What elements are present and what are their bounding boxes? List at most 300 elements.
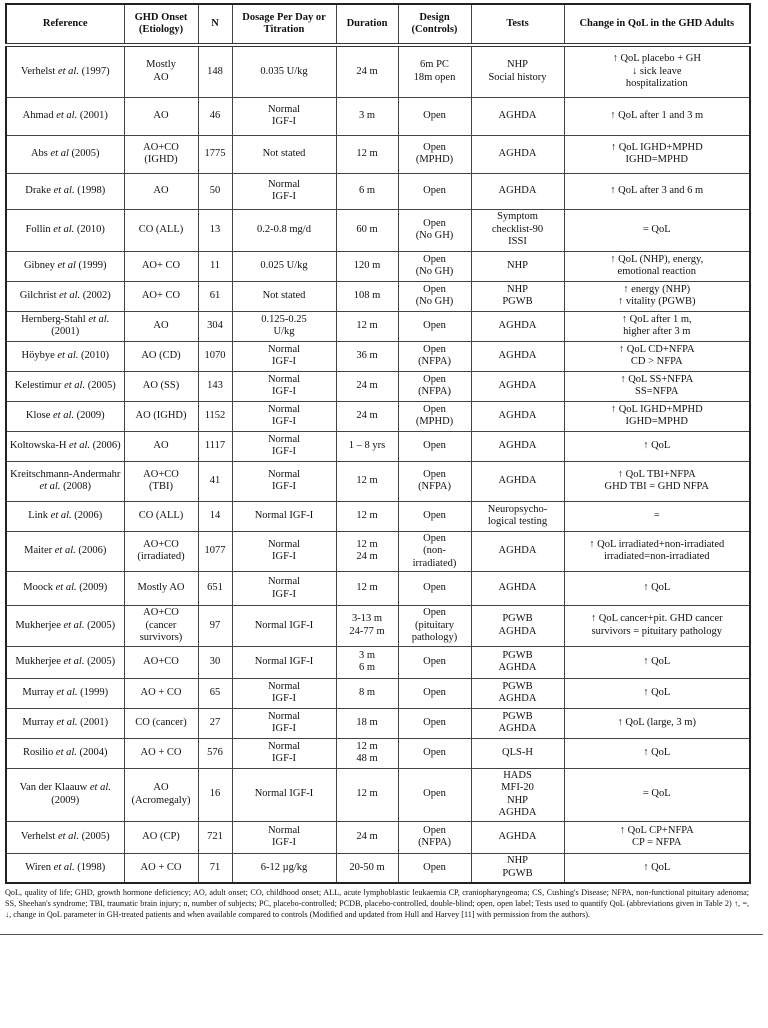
cell-tests: AGHDA [471, 341, 564, 371]
reference-pre: Ahmad [22, 109, 57, 121]
reference-pre: Murray [22, 686, 57, 698]
cell-duration: 120 m [336, 251, 398, 281]
reference-pre: Murray [22, 716, 57, 728]
cell-n: 1070 [198, 341, 232, 371]
cell-change: ↑ energy (NHP) ↑ vitality (PGWB) [564, 281, 750, 311]
cell-dose: 0.2-0.8 mg/d [232, 209, 336, 251]
table-row [6, 646, 750, 678]
cell-tests: NHP PGWB [471, 281, 564, 311]
cell-reference [6, 531, 124, 572]
cell-change: ↑ QoL CP+NFPA CP = NFPA [564, 821, 750, 853]
cell-change: ↑ QoL [564, 431, 750, 461]
cell-reference [6, 646, 124, 678]
cell-tests: AGHDA [471, 821, 564, 853]
cell-reference [6, 45, 124, 97]
cell-dose: Normal IGF-I [232, 371, 336, 401]
cell-n: 46 [198, 97, 232, 135]
reference-it: et al. [55, 582, 77, 594]
table-row [6, 173, 750, 209]
cell-tests: NHP Social history [471, 45, 564, 97]
table-row [6, 281, 750, 311]
cell-reference [6, 251, 124, 281]
reference-pre: Kreitschmann-Andermahr [10, 468, 121, 480]
cell-dose: 0.125-0.25 U/kg [232, 311, 336, 341]
cell-design: Open (MPHD) [398, 135, 471, 173]
cell-change: ↑ QoL irradiated+non-irradiated irradiated=non-irradiated [564, 531, 750, 572]
cell-tests: PGWB AGHDA [471, 678, 564, 708]
cell-duration: 36 m [336, 341, 398, 371]
cell-tests: AGHDA [471, 572, 564, 606]
cell-reference [6, 768, 124, 821]
cell-n: 61 [198, 281, 232, 311]
table-row [6, 738, 750, 768]
reference-it: et al. [63, 619, 85, 631]
table-row [6, 678, 750, 708]
table-row [6, 501, 750, 531]
cell-tests: AGHDA [471, 135, 564, 173]
reference-pre: Koltowska-H [9, 439, 70, 451]
cell-design: Open [398, 678, 471, 708]
cell-dose: Normal IGF-I [232, 431, 336, 461]
cell-duration: 3 m [336, 97, 398, 135]
cell-onset: AO+CO [124, 646, 198, 678]
cell-n: 651 [198, 572, 232, 606]
cell-tests: AGHDA [471, 311, 564, 341]
column-header: Reference [6, 4, 124, 45]
cell-design: Open [398, 572, 471, 606]
cell-dose: Normal IGF-I [232, 501, 336, 531]
cell-design: Open (NFPA) [398, 821, 471, 853]
cell-onset: AO+ CO [124, 281, 198, 311]
reference-post: (2010) [78, 349, 109, 361]
cell-change: ↑ QoL CD+NFPA CD > NFPA [564, 341, 750, 371]
cell-duration: 12 m [336, 461, 398, 501]
reference-post: (2005) [84, 655, 116, 667]
cell-reference [6, 708, 124, 738]
cell-reference [6, 606, 124, 647]
cell-design: Open [398, 173, 471, 209]
reference-pre: Kelestimur [14, 379, 65, 391]
cell-onset: AO + CO [124, 853, 198, 883]
table-row [6, 135, 750, 173]
cell-n: 1117 [198, 431, 232, 461]
reference-it: et al. [54, 545, 76, 556]
reference-it: et al. [55, 746, 77, 758]
reference-post: (2006) [90, 439, 121, 451]
reference-post: (2001) [77, 716, 109, 728]
cell-onset: AO+CO (TBI) [124, 461, 198, 501]
cell-n: 304 [198, 311, 232, 341]
cell-tests: Neuropsycho- logical testing [471, 501, 564, 531]
table-row [6, 572, 750, 606]
reference-it: et al. [39, 481, 61, 492]
cell-reference [6, 401, 124, 431]
cell-reference [6, 431, 124, 461]
cell-dose: 6-12 µg/kg [232, 853, 336, 883]
cell-change: = QoL [564, 768, 750, 821]
table-row [6, 209, 750, 251]
reference-it: et al. [53, 409, 74, 421]
cell-change: ↑ QoL placebo + GH ↓ sick leave hospitalization [564, 45, 750, 97]
reference-pre: Gibney [23, 259, 58, 271]
cell-change: ↑ QoL IGHD+MPHD IGHD=MPHD [564, 135, 750, 173]
reference-it: et al. [88, 313, 110, 325]
table-row [6, 431, 750, 461]
reference-it: et al. [56, 109, 78, 121]
cell-n: 30 [198, 646, 232, 678]
reference-it: et al. [53, 184, 75, 196]
cell-dose: Normal IGF-I [232, 606, 336, 647]
cell-onset: AO (SS) [124, 371, 198, 401]
cell-n: 721 [198, 821, 232, 853]
cell-change: ↑ QoL cancer+pit. GHD cancer survivors = pituitary pathology [564, 606, 750, 647]
reference-pre: Gilchrist [19, 289, 60, 301]
reference-it: et al [57, 259, 76, 271]
cell-dose: Normal IGF-I [232, 401, 336, 431]
cell-onset: AO [124, 431, 198, 461]
cell-change: ↑ QoL [564, 678, 750, 708]
cell-reference [6, 501, 124, 531]
reference-post: (2001) [51, 326, 80, 337]
cell-design: Open [398, 431, 471, 461]
cell-reference [6, 173, 124, 209]
reference-it: et al. [53, 861, 75, 873]
table-row [6, 461, 750, 501]
qol-studies-table [5, 3, 751, 884]
cell-reference [6, 738, 124, 768]
cell-onset: AO (Acromegaly) [124, 768, 198, 821]
cell-duration: 108 m [336, 281, 398, 311]
table-header-row [6, 4, 750, 45]
cell-dose: Normal IGF-I [232, 646, 336, 678]
cell-design: Open (No GH) [398, 251, 471, 281]
page-divider [0, 934, 763, 935]
cell-n: 41 [198, 461, 232, 501]
cell-reference [6, 821, 124, 853]
cell-change: ↑ QoL IGHD+MPHD IGHD=MPHD [564, 401, 750, 431]
cell-change: ↑ QoL (NHP), energy, emotional reaction [564, 251, 750, 281]
cell-onset: AO (CP) [124, 821, 198, 853]
reference-pre: Rosilio [22, 746, 56, 758]
cell-change: ↑ QoL [564, 738, 750, 768]
column-header: Design (Controls) [398, 4, 471, 45]
cell-design: Open (No GH) [398, 209, 471, 251]
reference-post: (2010) [74, 223, 105, 235]
reference-pre: Verhelst [20, 65, 58, 77]
table-row [6, 708, 750, 738]
cell-duration: 8 m [336, 678, 398, 708]
cell-onset: AO+CO (IGHD) [124, 135, 198, 173]
cell-n: 11 [198, 251, 232, 281]
reference-post: (2009) [51, 794, 80, 806]
cell-duration: 12 m 24 m [336, 531, 398, 572]
table-row [6, 768, 750, 821]
cell-onset: AO (IGHD) [124, 401, 198, 431]
reference-pre: Maiter [24, 545, 55, 556]
cell-reference [6, 97, 124, 135]
cell-reference [6, 371, 124, 401]
reference-post: (1997) [78, 65, 110, 77]
column-header: Change in QoL in the GHD Adults [564, 4, 750, 45]
table-row [6, 606, 750, 647]
cell-dose: Normal IGF-I [232, 768, 336, 821]
reference-it: et al. [64, 379, 86, 391]
cell-design: Open [398, 708, 471, 738]
cell-change: = QoL [564, 209, 750, 251]
cell-change: ↑ QoL after 3 and 6 m [564, 173, 750, 209]
cell-tests: PGWB AGHDA [471, 708, 564, 738]
cell-onset: AO [124, 97, 198, 135]
cell-design: 6m PC 18m open [398, 45, 471, 97]
reference-pre: Abs [30, 147, 51, 159]
cell-n: 16 [198, 768, 232, 821]
cell-onset: AO [124, 311, 198, 341]
cell-n: 27 [198, 708, 232, 738]
cell-duration: 3 m 6 m [336, 646, 398, 678]
cell-dose: Normal IGF-I [232, 708, 336, 738]
cell-tests: PGWB AGHDA [471, 606, 564, 647]
reference-it: et al. [56, 686, 78, 698]
table-row [6, 821, 750, 853]
reference-post: (2006) [71, 509, 103, 521]
cell-design: Open [398, 646, 471, 678]
cell-duration: 12 m 48 m [336, 738, 398, 768]
cell-n: 1775 [198, 135, 232, 173]
cell-duration: 24 m [336, 371, 398, 401]
cell-dose: Normal IGF-I [232, 572, 336, 606]
cell-n: 143 [198, 371, 232, 401]
reference-pre: Moock [23, 582, 56, 594]
reference-pre: Klose [25, 409, 53, 421]
cell-tests: QLS-H [471, 738, 564, 768]
cell-design: Open (NFPA) [398, 461, 471, 501]
reference-post: (1998) [74, 184, 106, 196]
reference-post: (2005) [85, 379, 116, 391]
reference-post: (2009) [74, 409, 105, 421]
cell-duration: 6 m [336, 173, 398, 209]
cell-change: ↑ QoL SS+NFPA SS=NFPA [564, 371, 750, 401]
column-header: Dosage Per Day or Titration [232, 4, 336, 45]
reference-it: et al. [63, 655, 85, 667]
reference-it: et al. [57, 65, 79, 77]
reference-pre: Verhelst [20, 830, 58, 842]
table-footnote: QoL, quality of life; GHD, growth hormone deficiency; AO, adult onset; CO, childhood onset; ALL, acute lymphoblastic leukaemia CP, craniopharyngeoma; CS, Cushing's Disease; NFPA, non-functional pituitary adenoma; SS, Sheehan's syndrome; TBI, traumatic brain injury; n, number of subjects; PC, placebo-controlled; PCDB, placebo-controlled, double-blind; open, open label; Tests used to quantify QoL (abbreviations given in Table 2) ↑, =, ↓, change in QoL parameter in GH-treated patients and when available compared to controls (Modified and updated from Hull and Harvey [11] with permission from the authors). [5, 888, 749, 919]
cell-dose: 0.025 U/kg [232, 251, 336, 281]
cell-tests: AGHDA [471, 401, 564, 431]
cell-onset: CO (ALL) [124, 501, 198, 531]
table-row [6, 853, 750, 883]
cell-duration: 12 m [336, 572, 398, 606]
table-row [6, 251, 750, 281]
cell-dose: Normal IGF-I [232, 821, 336, 853]
reference-post: (2005) [78, 830, 110, 842]
cell-tests: NHP [471, 251, 564, 281]
cell-design: Open [398, 311, 471, 341]
reference-pre: Follin [25, 223, 54, 235]
cell-onset: AO [124, 173, 198, 209]
cell-reference [6, 281, 124, 311]
cell-duration: 3-13 m 24-77 m [336, 606, 398, 647]
cell-onset: AO+ CO [124, 251, 198, 281]
cell-reference [6, 678, 124, 708]
cell-change: ↑ QoL [564, 572, 750, 606]
cell-duration: 12 m [336, 135, 398, 173]
reference-post: (2006) [75, 545, 107, 556]
cell-dose: 0.035 U/kg [232, 45, 336, 97]
reference-it: et al. [53, 223, 75, 235]
cell-duration: 18 m [336, 708, 398, 738]
cell-n: 97 [198, 606, 232, 647]
cell-tests: AGHDA [471, 97, 564, 135]
reference-post: (2004) [76, 746, 108, 758]
cell-change: ↑ QoL TBI+NFPA GHD TBI = GHD NFPA [564, 461, 750, 501]
cell-change: ↑ QoL after 1 m, higher after 3 m [564, 311, 750, 341]
cell-onset: Mostly AO [124, 572, 198, 606]
cell-change: ↑ QoL (large, 3 m) [564, 708, 750, 738]
cell-duration: 12 m [336, 768, 398, 821]
cell-dose: Normal IGF-I [232, 97, 336, 135]
cell-tests: PGWB AGHDA [471, 646, 564, 678]
cell-tests: AGHDA [471, 431, 564, 461]
table-row [6, 371, 750, 401]
cell-design: Open (No GH) [398, 281, 471, 311]
cell-onset: CO (ALL) [124, 209, 198, 251]
cell-duration: 60 m [336, 209, 398, 251]
column-header: Duration [336, 4, 398, 45]
reference-it: et al. [57, 349, 79, 361]
column-header: N [198, 4, 232, 45]
reference-post: (2008) [60, 481, 92, 492]
cell-tests: HADS MFI-20 NHP AGHDA [471, 768, 564, 821]
cell-reference [6, 853, 124, 883]
cell-duration: 24 m [336, 821, 398, 853]
table-row [6, 311, 750, 341]
cell-n: 148 [198, 45, 232, 97]
cell-reference [6, 572, 124, 606]
cell-tests: AGHDA [471, 531, 564, 572]
cell-reference [6, 461, 124, 501]
cell-dose: Normal IGF-I [232, 341, 336, 371]
cell-tests: Symptom checklist-90 ISSI [471, 209, 564, 251]
reference-it: et al. [57, 830, 79, 842]
cell-change: = [564, 501, 750, 531]
cell-dose: Normal IGF-I [232, 531, 336, 572]
reference-post: (1999) [77, 686, 109, 698]
reference-pre: Van der Klaauw [19, 782, 90, 793]
cell-n: 576 [198, 738, 232, 768]
cell-design: Open (pituitary pathology) [398, 606, 471, 647]
reference-it: et al. [59, 289, 81, 301]
reference-post: (2002) [80, 289, 111, 301]
reference-post: (2001) [77, 109, 108, 121]
reference-pre: Wiren [25, 861, 54, 873]
table-row [6, 531, 750, 572]
cell-onset: AO+CO (cancer survivors) [124, 606, 198, 647]
cell-reference [6, 135, 124, 173]
cell-n: 50 [198, 173, 232, 209]
cell-onset: AO (CD) [124, 341, 198, 371]
cell-tests: NHP PGWB [471, 853, 564, 883]
cell-n: 71 [198, 853, 232, 883]
table-row [6, 401, 750, 431]
cell-duration: 12 m [336, 311, 398, 341]
cell-reference [6, 209, 124, 251]
cell-reference [6, 311, 124, 341]
cell-onset: Mostly AO [124, 45, 198, 97]
reference-pre: Link [28, 509, 51, 521]
reference-pre: Mukherjee [15, 655, 64, 667]
reference-pre: Höybye [21, 349, 58, 361]
table-row [6, 45, 750, 97]
cell-dose: Not stated [232, 281, 336, 311]
cell-reference [6, 341, 124, 371]
table-row [6, 341, 750, 371]
cell-onset: AO+CO (irradiated) [124, 531, 198, 572]
cell-tests: AGHDA [471, 173, 564, 209]
table-row [6, 97, 750, 135]
cell-design: Open [398, 501, 471, 531]
reference-post: (1999) [75, 259, 107, 271]
cell-onset: CO (cancer) [124, 708, 198, 738]
cell-onset: AO + CO [124, 678, 198, 708]
reference-post: (2009) [76, 582, 108, 594]
reference-it: et al. [69, 439, 91, 451]
cell-dose: Normal IGF-I [232, 461, 336, 501]
cell-design: Open [398, 738, 471, 768]
cell-dose: Not stated [232, 135, 336, 173]
cell-onset: AO + CO [124, 738, 198, 768]
reference-pre: Drake [25, 184, 54, 196]
cell-tests: AGHDA [471, 461, 564, 501]
reference-post: (1998) [74, 861, 106, 873]
cell-design: Open [398, 853, 471, 883]
cell-design: Open [398, 97, 471, 135]
column-header: GHD Onset (Etiology) [124, 4, 198, 45]
reference-pre: Mukherjee [15, 619, 64, 631]
cell-duration: 20-50 m [336, 853, 398, 883]
cell-dose: Normal IGF-I [232, 173, 336, 209]
cell-design: Open (NFPA) [398, 341, 471, 371]
cell-n: 65 [198, 678, 232, 708]
reference-it: et al. [56, 716, 78, 728]
cell-change: ↑ QoL [564, 646, 750, 678]
cell-n: 1152 [198, 401, 232, 431]
reference-it: et al. [89, 782, 111, 793]
column-header: Tests [471, 4, 564, 45]
cell-n: 1077 [198, 531, 232, 572]
cell-duration: 24 m [336, 401, 398, 431]
cell-dose: Normal IGF-I [232, 738, 336, 768]
cell-tests: AGHDA [471, 371, 564, 401]
cell-design: Open (NFPA) [398, 371, 471, 401]
cell-duration: 1 – 8 yrs [336, 431, 398, 461]
cell-dose: Normal IGF-I [232, 678, 336, 708]
reference-pre: Hernberg-Stahl [21, 313, 89, 325]
reference-post: (2005) [68, 147, 100, 159]
reference-it: et al [50, 147, 69, 159]
cell-change: ↑ QoL after 1 and 3 m [564, 97, 750, 135]
reference-post: (2005) [84, 619, 116, 631]
cell-n: 14 [198, 501, 232, 531]
cell-duration: 12 m [336, 501, 398, 531]
cell-design: Open (MPHD) [398, 401, 471, 431]
reference-it: et al. [50, 509, 72, 521]
cell-duration: 24 m [336, 45, 398, 97]
cell-n: 13 [198, 209, 232, 251]
cell-design: Open (non- irradiated) [398, 531, 471, 572]
cell-change: ↑ QoL [564, 853, 750, 883]
cell-design: Open [398, 768, 471, 821]
